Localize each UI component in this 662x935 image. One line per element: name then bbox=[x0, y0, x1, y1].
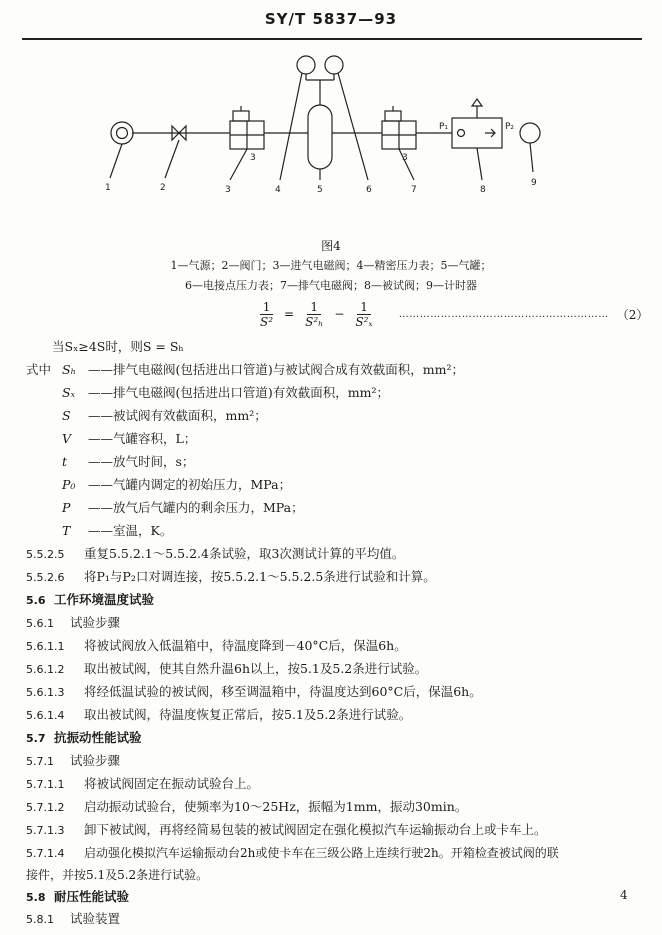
leader-dots: …………………………………………………… bbox=[398, 308, 609, 320]
symbol-item: Sₕ ——排气电磁阀(包括进出口管道)与被试阀合成有效截面积，mm²； bbox=[62, 362, 464, 377]
clause-5-6-1: 5.6.1 试验步骤 bbox=[26, 615, 121, 630]
tested-valve-icon bbox=[452, 99, 502, 148]
figure-legend-line2: 6—电接点压力表；7—排气电磁阀；8—被试阀；9—计时器 bbox=[185, 279, 477, 292]
clause-5-6-1-2: 5.6.1.2 取出被试阀，使其自然升温6h以上，按5.1及5.2条进行试验。 bbox=[26, 661, 428, 676]
contact-gauge-icon bbox=[325, 56, 343, 74]
minus-sign: − bbox=[334, 307, 345, 321]
diagram-label-9: 9 bbox=[531, 178, 537, 188]
where-label: 式中 bbox=[26, 362, 52, 377]
symbol-item: t ——放气时间，s； bbox=[62, 454, 195, 469]
clause-5-7-1-2: 5.7.1.2 启动振动试验台，使频率为10～25Hz，振幅为1mm，振动30min。 bbox=[26, 799, 468, 814]
port-p2-label: P₂ bbox=[505, 122, 515, 132]
air-source-icon bbox=[111, 122, 133, 144]
clause-5-7-1-4: 5.7.1.4 启动强化模拟汽车运输振动台2h或使卡车在三级公路上连续行驶2h。开箱检查被试阀的联 bbox=[26, 846, 559, 860]
fraction-left: $\frac{1}{\text{S²}}$ bbox=[260, 299, 274, 329]
precision-gauge-icon bbox=[297, 56, 315, 74]
diagram-label-5: 5 bbox=[317, 185, 323, 195]
fraction-sx: $\frac{1}{\text{S²ₓ}}$ bbox=[355, 299, 373, 329]
figure-title: 图4 bbox=[321, 239, 341, 253]
section-5-8-heading: 5.8 耐压性能试验 bbox=[26, 889, 130, 904]
test-circuit-diagram bbox=[80, 40, 560, 200]
condition-line: 当Sₓ≥4S时，则S = Sₕ bbox=[52, 339, 184, 354]
valve-label-3a: 3 bbox=[250, 153, 256, 163]
gas-tank-icon bbox=[308, 105, 332, 169]
clause-5-7-1: 5.7.1 试验步骤 bbox=[26, 753, 121, 768]
formula-2 bbox=[252, 296, 648, 332]
clause-5-7-1-4-continued: 接件，并按5.1及5.2条进行试验。 bbox=[26, 868, 209, 882]
fraction-sh: $\frac{1}{\text{S²ₕ}}$ bbox=[305, 299, 324, 329]
page-header: SY/T 5837—93 bbox=[264, 10, 398, 28]
diagram-label-4: 4 bbox=[275, 185, 281, 195]
clause-5-7-1-3: 5.7.1.3 卸下被试阀，再将经简易包装的被试阀固定在强化模拟汽车运输振动台上或卡车上。 bbox=[26, 822, 547, 837]
figure-legend-line1: 1—气源；2—阀门；3—进气电磁阀；4—精密压力表；5—气罐； bbox=[170, 259, 492, 272]
clause-5-7-1-1: 5.7.1.1 将被试阀固定在振动试验台上。 bbox=[26, 776, 260, 791]
diagram-label-1: 1 bbox=[105, 183, 111, 193]
clause-5-8-1: 5.8.1 试验装置 bbox=[26, 911, 121, 926]
valve-label-3b: 3 bbox=[402, 153, 408, 163]
diagram-label-7: 7 bbox=[411, 185, 417, 195]
equation-number: （2） bbox=[616, 307, 649, 322]
page-number: 4 bbox=[620, 888, 628, 902]
diagram-label-2: 2 bbox=[160, 183, 166, 193]
clause-5-6-1-4: 5.6.1.4 取出被试阀，待温度恢复正常后，按5.1及5.2条进行试验。 bbox=[26, 707, 412, 722]
equals-sign: = bbox=[284, 307, 295, 321]
section-5-6-heading: 5.6 工作环境温度试验 bbox=[26, 592, 155, 607]
symbol-item: P ——放气后气罐内的剩余压力，MPa； bbox=[62, 500, 304, 515]
symbol-item: S ——被试阀有效截面积，mm²； bbox=[62, 408, 267, 423]
symbol-item: T ——室温，K。 bbox=[62, 523, 173, 538]
symbol-item: V ——气罐容积，L； bbox=[62, 431, 197, 446]
clause-5-5-2-5: 5.5.2.5 重复5.5.2.1～5.5.2.4条试验，取3次测试计算的平均值。 bbox=[26, 546, 405, 561]
clause-5-6-1-3: 5.6.1.3 将经低温试验的被试阀，移至调温箱中，待温度达到60°C后，保温6h。 bbox=[26, 684, 482, 699]
inlet-solenoid-valve-icon bbox=[230, 106, 264, 149]
symbol-item: Sₓ ——排气电磁阀(包括进出口管道)有效截面积，mm²； bbox=[62, 385, 389, 400]
clause-5-5-2-6: 5.5.2.6 将P₁与P₂口对调连接，按5.5.2.1～5.5.2.5条进行试验和计算。 bbox=[26, 569, 436, 584]
clause-5-6-1-1: 5.6.1.1 将被试阀放入低温箱中，待温度降到－40°C后，保温6h。 bbox=[26, 638, 407, 653]
diagram-label-6: 6 bbox=[366, 185, 372, 195]
section-5-7-heading: 5.7 抗振动性能试验 bbox=[26, 730, 142, 745]
timer-icon bbox=[520, 123, 540, 143]
port-p1-label: P₁ bbox=[439, 122, 449, 132]
diagram-label-3: 3 bbox=[225, 185, 231, 195]
diagram-label-8: 8 bbox=[480, 185, 486, 195]
symbol-item: P₀ ——气罐内调定的初始压力，MPa； bbox=[62, 477, 292, 492]
exhaust-solenoid-valve-icon bbox=[382, 106, 416, 149]
